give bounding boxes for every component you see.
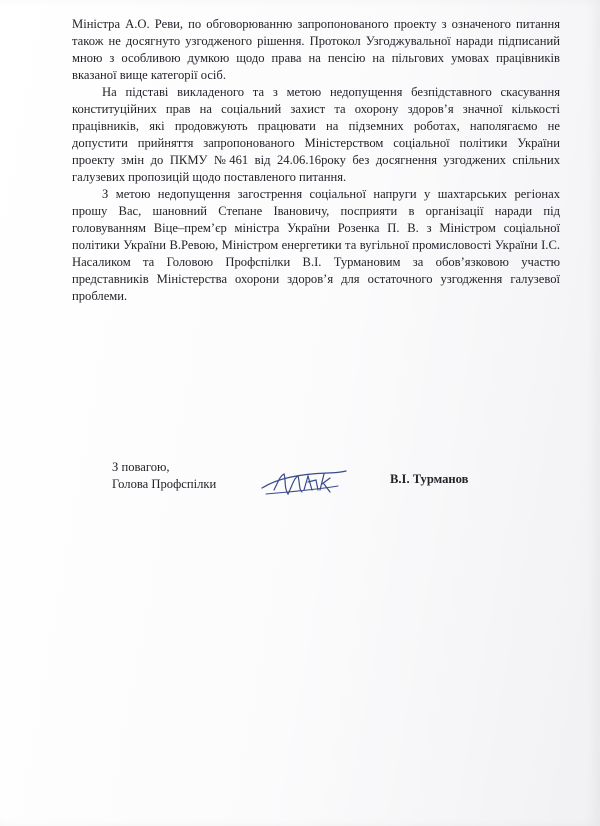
paragraph-1: Міністра А.О. Реви, по обговорюванню запропонованого проекту з означеного питання також не досягнуто узгодженого рішення. Протокол Узгоджувальної наради підписаний мною з особливою думкою щодо права на пенсію на пільгових умовах працівників вказаної вище категорії осіб. (72, 17, 560, 82)
letter-body (72, 16, 560, 305)
signatory-title: Голова Профспілки (112, 477, 217, 491)
paragraph-3: З метою недопущення загострення соціальної напруги у шахтарських регіонах прошу Вас, шановний Степане Івановичу, посприяти в організації наради під головуванням Віце–прем’єр міністра України Розенка П. В. з Міністром соціальної політики України В.Ревою, Міністром енергетики та вугільної промисловості України І.С. Насаликом та Головою Профспілки В.І. Турмановим за обов’язковою участю представників Міністерства охорони здоров’я для остаточного узгодження галузевої проблеми. (72, 187, 560, 303)
closing-regards: З повагою, (112, 460, 170, 474)
paragraph-2: На підставі викладеного та з метою недопущення безпідставного скасування конституційних прав на соціальний захист та охорону здоров’я значної кількості працівників, які продовжують працювати на підземних роботах, наполягаємо не допустити прийняття запропонованого Міністерством соціальної політики України проекту змін до ПКМУ №461 від 24.06.16року без досягнення узгоджених спільних галузевих пропозицій щодо поставленого питання. (72, 85, 560, 184)
handwritten-signature (258, 464, 350, 500)
signatory-name: В.І. Турманов (390, 472, 469, 486)
